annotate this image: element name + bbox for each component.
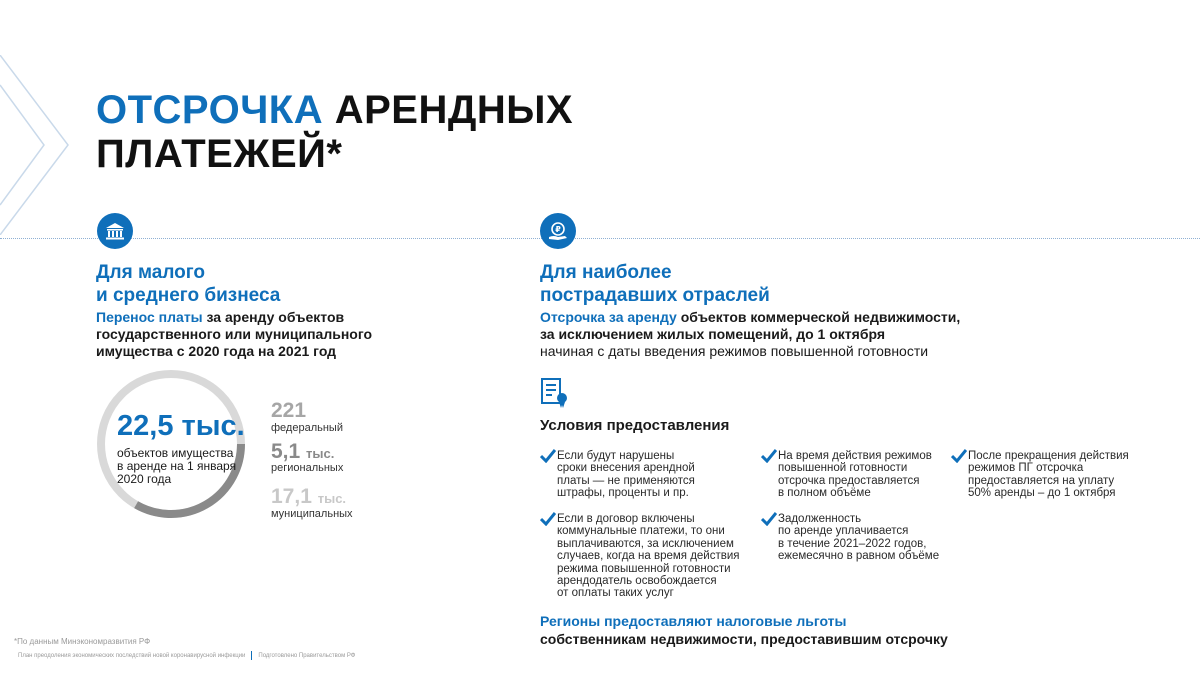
stat-federal-label: федеральный bbox=[271, 422, 343, 434]
footer-separator bbox=[251, 651, 252, 660]
checkmark-icon bbox=[540, 449, 556, 463]
footer-left: План преодоления экономических последствий новой коронавирусной инфекции bbox=[18, 652, 246, 659]
stat-regional-value: 5,1 тыс. bbox=[271, 440, 335, 463]
footer-right: Подготовлено Правительством РФ bbox=[258, 652, 356, 659]
condition-item: Если будут нарушены сроки внесения арендной платы — не применяются штрафы, проценты и пр. bbox=[557, 450, 695, 500]
svg-text:₽: ₽ bbox=[555, 225, 561, 234]
chevron-decoration-icon bbox=[0, 55, 72, 235]
ruble-hand-icon bbox=[540, 213, 576, 249]
stat-municipal-value: 17,1 тыс. bbox=[271, 485, 347, 508]
condition-item: Если в договор включены коммунальные платежи, то они выплачиваются, за исключением случаев, когда на время действия режима повышенной готовности арендодатель освобождается от оплаты таких услуг bbox=[557, 513, 740, 600]
total-ring-chart bbox=[96, 369, 246, 519]
checkmark-icon bbox=[540, 512, 556, 526]
stat-municipal-label: муниципальных bbox=[271, 508, 353, 520]
page-title: ОТСРОЧКА АРЕНДНЫХ ПЛАТЕЖЕЙ* bbox=[96, 88, 574, 176]
building-icon bbox=[97, 213, 133, 249]
left-lead: Перенос платы за аренду объектов государственного или муниципального имущества с 2020 года на 2021 год bbox=[96, 309, 373, 359]
checkmark-icon bbox=[951, 449, 967, 463]
left-heading: Для малого и среднего бизнеса bbox=[96, 262, 281, 306]
checkmark-icon bbox=[761, 449, 777, 463]
condition-item: Задолженность по аренде уплачивается в течение 2021–2022 годов, ежемесячно в равном объёме bbox=[778, 513, 940, 563]
bottom-note: Регионы предоставляют налоговые льготы собственникам недвижимости, предоставившим отсрочку bbox=[540, 613, 948, 647]
footnote: *По данным Минэкономразвития РФ bbox=[14, 637, 151, 646]
condition-item: После прекращения действия режимов ПГ отсрочка предоставляется на уплату 50% аренды – до 1 октября bbox=[968, 450, 1129, 500]
condition-item: На время действия режимов повышенной готовности отсрочка предоставляется в полном объёме bbox=[778, 450, 932, 500]
total-caption: объектов имущества в аренде на 1 января 2020 года bbox=[117, 446, 237, 486]
checkmark-icon bbox=[761, 512, 777, 526]
section-divider bbox=[0, 238, 1200, 239]
stat-federal-value: 221 bbox=[271, 399, 307, 422]
document-seal-icon bbox=[540, 377, 570, 409]
stat-regional-label: региональных bbox=[271, 462, 344, 474]
footer bbox=[18, 651, 355, 660]
right-lead: Отсрочка за аренду объектов коммерческой недвижимости, за исключением жилых помещений, до 1 октября начиная с даты введения режимов повышенной готовности bbox=[540, 309, 961, 359]
conditions-title: Условия предоставления bbox=[540, 417, 730, 434]
total-value: 22,5 тыс. bbox=[117, 410, 245, 442]
right-heading: Для наиболее пострадавших отраслей bbox=[540, 262, 770, 306]
